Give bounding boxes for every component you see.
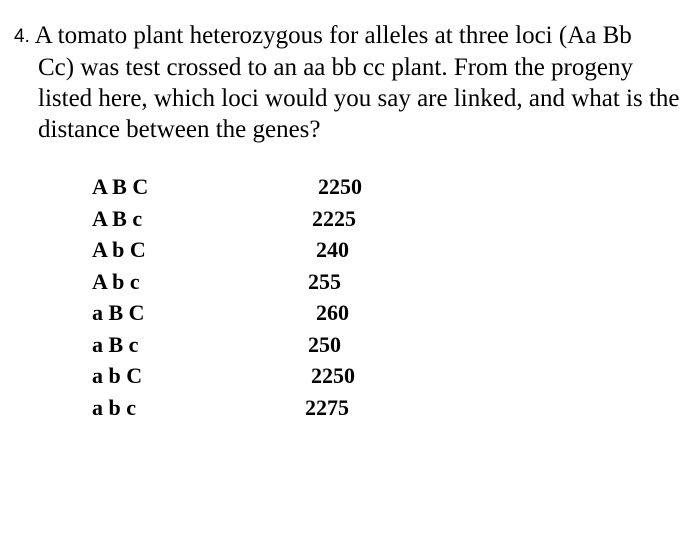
question-first-line — [14, 20, 684, 52]
genotype-label: A B C — [92, 174, 149, 199]
progeny-count: 2250 — [311, 363, 355, 388]
table-row — [0, 300, 400, 332]
genotype-label: a B c — [92, 331, 139, 357]
genotype-label: A b C — [92, 237, 146, 262]
progeny-count: 2275 — [305, 394, 349, 420]
table-row — [0, 237, 400, 269]
table-row — [0, 363, 400, 395]
question-text — [14, 20, 684, 145]
genotype-label: A B c — [92, 205, 143, 231]
progeny-count: 250 — [308, 331, 341, 357]
genotype-label: A b c — [92, 268, 140, 294]
genotype-label: a B C — [92, 300, 145, 325]
table-row — [0, 269, 400, 301]
genotype-label: a b C — [92, 363, 143, 388]
table-row — [0, 206, 400, 238]
progeny-table — [0, 174, 400, 426]
table-row — [0, 174, 400, 206]
progeny-count: 240 — [316, 237, 349, 262]
progeny-count: 260 — [316, 300, 349, 325]
genotype-label: a b c — [92, 394, 136, 420]
question-line-1: A tomato plant heterozygous for alleles at three loci (Aa Bb — [34, 22, 632, 49]
progeny-count: 2225 — [312, 205, 356, 231]
table-row — [0, 332, 400, 364]
table-row — [0, 395, 400, 427]
question-continuation: Cc) was test crossed to an aa bb cc plant. From the progeny listed here, which loci would you say are linked, and what is the distance between the genes? — [38, 54, 680, 143]
progeny-count: 2250 — [318, 174, 362, 199]
question-number: 4. — [14, 26, 30, 47]
progeny-count: 255 — [308, 268, 341, 294]
